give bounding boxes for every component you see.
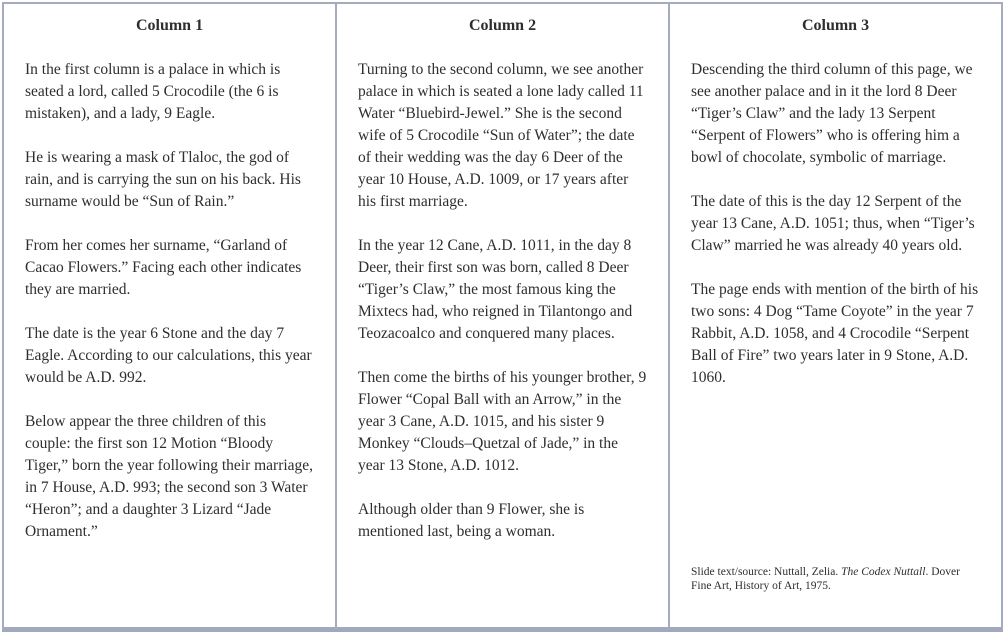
column-2-body [358,59,647,543]
column-1 [4,4,335,627]
paragraph: The date is the year 6 Stone and the day 7 Eagle. According to our calculations, this year would be A.D. 992. [25,325,312,386]
slide-frame [2,2,1003,632]
paragraph: He is wearing a mask of Tlaloc, the god of rain, and is carrying the sun on his back. His surname would be “Sun of Rain.” [25,149,301,210]
paragraph: In the year 12 Cane, A.D. 1011, in the day 8 Deer, their first son was born, called 8 Deer “Tiger’s Claw,” the most famous king the Mixtecs had, who reigned in Tilantongo and Teozacoalco and conquered many places. [358,237,633,342]
column-2 [335,4,668,627]
column-1-title: Column 1 [135,17,204,34]
paragraph: The date of this is the day 12 Serpent of the year 13 Cane, A.D. 1051; thus, when “Tiger’s Claw” married he was already 40 years old. [691,193,975,254]
column-3 [668,4,1001,627]
paragraph: Turning to the second column, we see another palace in which is seated a lone lady called 11 Water “Bluebird-Jewel.” She is the second wife of 5 Crocodile “Sun of Water”; the date of their wedding was the day 6 Deer of the year 10 House, A.D. 1009, or 17 years after his first marriage. [358,61,644,210]
paragraph: Descending the third column of this page, we see another palace and in it the lord 8 Deer “Tiger’s Claw” and the lady 13 Serpent “Serpent of Flowers” who is offering him a bowl of chocolate, symbolic of marriage. [691,61,973,166]
paragraph: Although older than 9 Flower, she is mentioned last, being a woman. [358,501,585,540]
paragraph: Then come the births of his younger brother, 9 Flower “Copal Ball with an Arrow,” in the year 3 Cane, A.D. 1015, and his sister 9 Monkey “Clouds–Quetzal of Jade,” in the year 13 Stone, A.D. 1012. [358,369,647,474]
column-3-body [691,59,980,389]
source-note-prefix: Slide text/source: Nuttall, Zelia. [691,566,842,578]
paragraph: Below appear the three children of this couple: the first son 12 Motion “Bloody Tiger,” born the year following their marriage, in 7 House, A.D. 993; the second son 3 Water “Heron”; and a daughter 3 Lizard “Jade Ornament.” [25,413,314,540]
column-2-title: Column 2 [468,17,537,34]
source-note [691,565,980,593]
column-1-body [25,59,314,543]
source-note-suffix: . Dover Fine Art, History of Art, 1975. [691,566,960,592]
source-note-book-title: The Codex Nuttall [841,566,926,578]
column-3-title: Column 3 [801,17,870,34]
paragraph: From her comes her surname, “Garland of Cacao Flowers.” Facing each other indicates they are married. [25,237,302,298]
paragraph: In the first column is a palace in which is seated a lord, called 5 Crocodile (the 6 is mistaken), and a lady, 9 Eagle. [25,61,281,122]
paragraph: The page ends with mention of the birth of his two sons: 4 Dog “Tame Coyote” in the year 7 Rabbit, A.D. 1058, and 4 Crocodile “Serpent Ball of Fire” two years later in 9 Stone, A.D. 1060. [691,281,979,386]
